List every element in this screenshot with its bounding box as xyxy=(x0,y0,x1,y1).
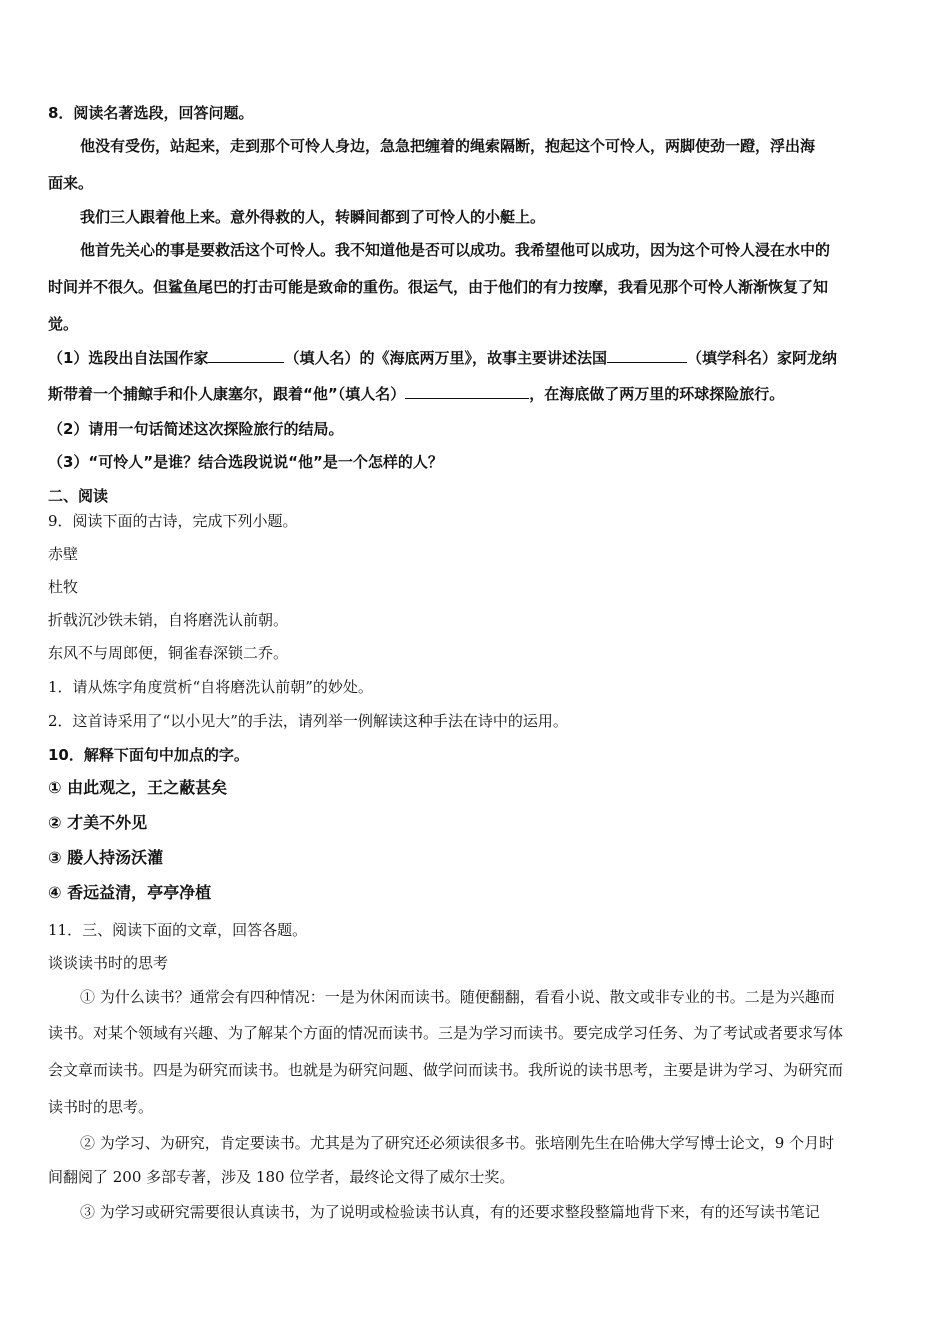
q8-sub1-text: ，在海底做了两万里的环球探险旅行。 xyxy=(529,385,785,403)
q9-item2: 2．这首诗采用了“以小见大”的手法，请列举一例解读这种手法在诗中的运用。 xyxy=(48,712,568,730)
q10-heading: 10．解释下面句中加点的字。 xyxy=(48,746,249,764)
q10-item: ③ 媵人持汤沃灌 xyxy=(48,848,164,867)
q9-item1: 1．请从炼字角度赏析“自将磨洗认前朝”的妙处。 xyxy=(48,678,373,696)
answer-blank-character[interactable] xyxy=(405,384,529,399)
article-line: 读书时的思考。 xyxy=(48,1098,154,1116)
article-line: ① 为什么读书？通常会有四种情况：一是为休闲而读书。随便翻翻，看看小说、散文或非专业的书。二是为兴趣而 xyxy=(80,988,835,1006)
q10-item: ① 由此观之，王之蔽甚矣 xyxy=(48,778,228,797)
q8-sub1-text: （1）选段出自法国作家 xyxy=(48,349,209,367)
q8-excerpt-line: 我们三人跟着他上来。意外得救的人，转瞬间都到了可怜人的小艇上。 xyxy=(80,208,546,226)
q8-excerpt-line: 他首先关心的事是要救活这个可怜人。我不知道他是否可以成功。我希望他可以成功，因为这个可怜人浸在水中的 xyxy=(80,241,831,259)
q8-sub1-line2 xyxy=(48,384,784,404)
q9-heading: 9．阅读下面的古诗，完成下列小题。 xyxy=(48,512,298,530)
q8-excerpt-line: 他没有受伤，站起来，走到那个可怜人身边，急急把缠着的绳索隔断，抱起这个可怜人，两脚使劲一蹬，浮出海 xyxy=(80,137,816,155)
answer-blank-subject[interactable] xyxy=(607,348,687,363)
article-line: ③ 为学习或研究需要很认真读书，为了说明或检验读书认真，有的还要求整段整篇地背下来，有的还写读书笔记 xyxy=(80,1203,820,1221)
q8-excerpt-line: 面来。 xyxy=(48,174,94,192)
q8-sub1-line1 xyxy=(48,348,837,368)
poem-line: 东风不与周郎便，铜雀春深锁二乔。 xyxy=(48,644,289,662)
q11-heading: 11．三、阅读下面的文章，回答各题。 xyxy=(48,921,308,939)
article-line: 读书。对某个领域有兴趣、为了解某个方面的情况而读书。三是为学习而读书。要完成学习任务、为了考试或者要求写体 xyxy=(48,1024,844,1042)
q8-sub3: （3）“可怜人”是谁？结合选段说说“他”是一个怎样的人？ xyxy=(48,453,443,471)
q8-sub1-text: 斯带着一个捕鲸手和仆人康塞尔，跟着“他”（填人名） xyxy=(48,385,406,403)
poem-title: 赤壁 xyxy=(48,545,79,563)
article-title: 谈谈读书时的思考 xyxy=(48,954,169,972)
q10-item: ② 才美不外见 xyxy=(48,813,148,832)
q8-sub1-text: （填学科名）家阿龙纳 xyxy=(686,349,837,367)
q8-sub2: （2）请用一句话简述这次探险旅行的结局。 xyxy=(48,420,344,438)
q10-item: ④ 香远益清，亭亭净植 xyxy=(48,883,212,902)
q8-excerpt-line: 时间并不很久。但鲨鱼尾巴的打击可能是致命的重伤。很运气，由于他们的有力按摩，我看见那个可怜人渐渐恢复了知 xyxy=(48,278,829,296)
poem-author: 杜牧 xyxy=(48,578,79,596)
article-line: 间翻阅了 200 多部专著，涉及 180 位学者，最终论文得了威尔士奖。 xyxy=(48,1168,515,1186)
article-line: 会文章而读书。四是为研究而读书。也就是为研究问题、做学问而读书。我所说的读书思考，主要是讲为学习、为研究而 xyxy=(48,1061,844,1079)
section-heading: 二、阅读 xyxy=(48,487,109,505)
q8-excerpt-line: 觉。 xyxy=(48,315,79,333)
q8-sub1-text: （填人名）的《海底两万里》，故事主要讲述法国 xyxy=(284,349,607,367)
q8-heading: 8．阅读名著选段，回答问题。 xyxy=(48,104,254,122)
poem-line: 折戟沉沙铁未销，自将磨洗认前朝。 xyxy=(48,611,289,629)
article-line: ② 为学习、为研究，肯定要读书。尤其是为了研究还必须读很多书。张培刚先生在哈佛大学写博士论文，9 个月时 xyxy=(80,1134,835,1152)
answer-blank-author[interactable] xyxy=(208,348,284,363)
